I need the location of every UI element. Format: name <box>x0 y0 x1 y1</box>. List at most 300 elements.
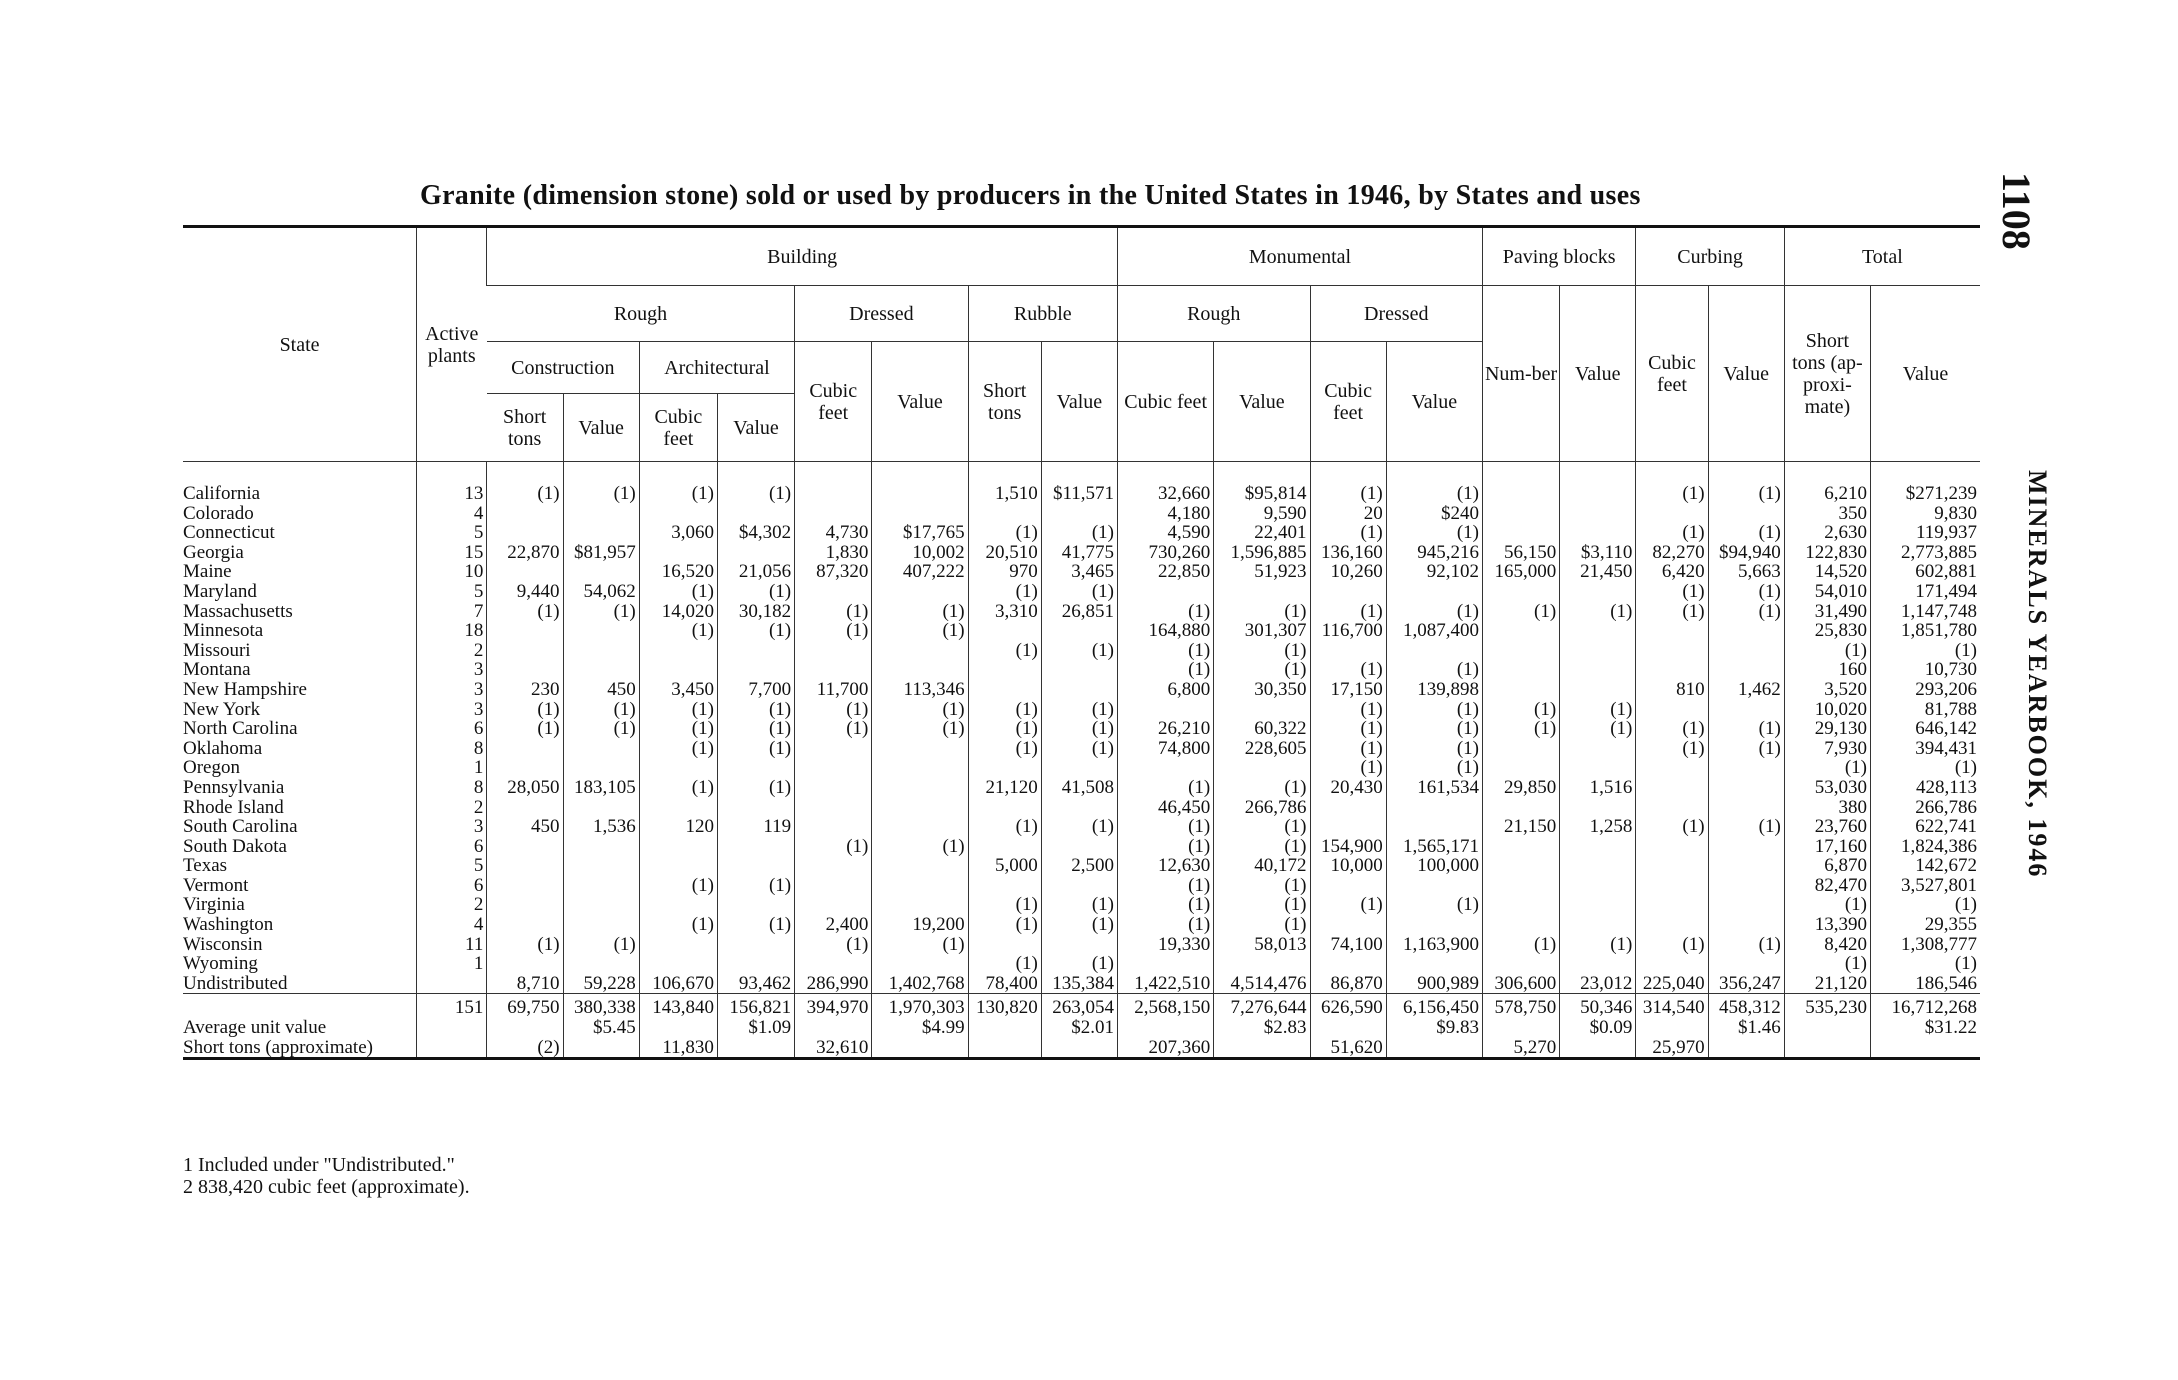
table-cell: 28,050 <box>487 778 563 798</box>
table-cell: (1) <box>1784 895 1870 915</box>
table-cell <box>1482 856 1559 876</box>
table-cell: 86,870 <box>1310 974 1386 994</box>
spacer-cell <box>183 462 417 485</box>
row-label-cell: Wyoming <box>183 954 258 974</box>
table-cell: 160 <box>1784 660 1870 680</box>
table-cell: 136,160 <box>1310 543 1386 563</box>
table-cell: (1) <box>795 700 872 720</box>
table-cell <box>1310 641 1386 661</box>
table-cell: 100,000 <box>1386 856 1482 876</box>
table-cell: 21,150 <box>1482 817 1559 837</box>
spacer-cell <box>1636 462 1708 485</box>
table-cell: 87,320 <box>795 562 872 582</box>
table-cell: $5.45 <box>563 1018 639 1038</box>
row-label-cell: Montana <box>183 660 251 680</box>
table-cell <box>968 660 1041 680</box>
table-cell: 301,307 <box>1214 621 1310 641</box>
table-row <box>183 935 1980 955</box>
table-cell: (1) <box>1871 641 1980 661</box>
table-cell: 1 <box>417 758 487 778</box>
table-cell: (1) <box>1310 523 1386 543</box>
footnote-1: 1 Included under "Undistributed." <box>183 1154 455 1176</box>
table-cell: 1,565,171 <box>1386 837 1482 857</box>
table-cell: 17,160 <box>1784 837 1870 857</box>
table-cell: 12,630 <box>1118 856 1214 876</box>
table-cell: 535,230 <box>1784 994 1870 1018</box>
table-cell: 20 <box>1310 504 1386 524</box>
table-cell: 139,898 <box>1386 680 1482 700</box>
table-cell: (1) <box>795 935 872 955</box>
table-cell <box>872 504 968 524</box>
table-cell: 23,012 <box>1560 974 1636 994</box>
table-cell <box>1636 895 1708 915</box>
table-cell <box>487 876 563 896</box>
table-row <box>183 798 1980 818</box>
table-row <box>183 856 1980 876</box>
table-cell: 646,142 <box>1871 719 1980 739</box>
table-cell: 74,800 <box>1118 739 1214 759</box>
table-cell: (1) <box>872 700 968 720</box>
table-cell: (1) <box>1118 817 1214 837</box>
table-cell: (1) <box>1560 935 1636 955</box>
table-cell <box>563 954 639 974</box>
table-row <box>183 660 1980 680</box>
table-cell: (1) <box>1310 758 1386 778</box>
table-cell <box>1482 641 1559 661</box>
table-cell: (1) <box>1708 484 1784 504</box>
table-cell: (1) <box>968 915 1041 935</box>
spacer-cell <box>1041 462 1117 485</box>
table-cell: (1) <box>639 700 717 720</box>
table-cell: (1) <box>795 837 872 857</box>
table-cell: 263,054 <box>1041 994 1117 1018</box>
table-cell <box>795 817 872 837</box>
col-state: State <box>183 227 417 462</box>
table-cell: (1) <box>1310 719 1386 739</box>
table-cell: (1) <box>1214 602 1310 622</box>
table-row <box>183 641 1980 661</box>
table-cell: 1,462 <box>1708 680 1784 700</box>
table-cell <box>639 954 717 974</box>
table-cell: 3 <box>417 700 487 720</box>
table-cell <box>968 935 1041 955</box>
spacer-cell <box>487 462 563 485</box>
table-cell <box>1636 660 1708 680</box>
col-building: Building <box>487 227 1118 286</box>
table-cell: 622,741 <box>1871 817 1980 837</box>
table-cell <box>968 758 1041 778</box>
table-cell: (1) <box>1310 660 1386 680</box>
table-cell <box>795 1018 872 1038</box>
table-cell <box>487 523 563 543</box>
table-row <box>183 680 1980 700</box>
table-cell: $2.83 <box>1214 1018 1310 1038</box>
table-cell: 2 <box>417 798 487 818</box>
table-cell <box>487 915 563 935</box>
table-cell: 11,700 <box>795 680 872 700</box>
table-cell <box>1041 935 1117 955</box>
table-cell <box>872 778 968 798</box>
row-label-cell: Washington <box>183 915 274 935</box>
spacer-cell <box>1310 462 1386 485</box>
table-cell: 8 <box>417 739 487 759</box>
table-cell <box>872 641 968 661</box>
table-cell <box>1636 700 1708 720</box>
table-cell <box>1708 621 1784 641</box>
table-cell: $3,110 <box>1560 543 1636 563</box>
table-cell: 306,600 <box>1482 974 1559 994</box>
table-cell: (1) <box>1386 484 1482 504</box>
table-cell <box>563 915 639 935</box>
table-cell: 13,390 <box>1784 915 1870 935</box>
row-label-cell: New Hampshire <box>183 679 307 700</box>
table-cell: 5 <box>417 523 487 543</box>
table-cell: 1,422,510 <box>1118 974 1214 994</box>
table-cell: $1.46 <box>1708 1018 1784 1038</box>
table-cell: 22,870 <box>487 543 563 563</box>
table-row <box>183 739 1980 759</box>
table-cell <box>487 895 563 915</box>
table-cell: (1) <box>1041 523 1117 543</box>
col-total-short-tons: Short tons (ap-proxi-mate) <box>1784 286 1870 462</box>
table-cell: (1) <box>1784 641 1870 661</box>
table-cell <box>717 856 794 876</box>
table-cell: 26,851 <box>1041 602 1117 622</box>
table-cell: (1) <box>872 621 968 641</box>
table-cell: 156,821 <box>717 994 794 1018</box>
table-cell: 25,970 <box>1636 1038 1708 1059</box>
row-label-cell: Georgia <box>183 542 244 563</box>
table-row <box>183 621 1980 641</box>
table-cell: 3 <box>417 660 487 680</box>
spacer-cell <box>1214 462 1310 485</box>
table-cell: (1) <box>872 602 968 622</box>
table-cell: 11,830 <box>639 1038 717 1059</box>
table-cell: 1,308,777 <box>1871 935 1980 955</box>
table-cell <box>1784 1038 1870 1059</box>
table-cell: $94,940 <box>1708 543 1784 563</box>
table-cell <box>1708 660 1784 680</box>
table-cell <box>1560 758 1636 778</box>
table-cell: 10,000 <box>1310 856 1386 876</box>
table-cell: $11,571 <box>1041 484 1117 504</box>
table-cell <box>1560 484 1636 504</box>
table-cell <box>487 758 563 778</box>
table-cell <box>1482 484 1559 504</box>
table-cell: 2 <box>417 895 487 915</box>
table-cell: 17,150 <box>1310 680 1386 700</box>
table-cell <box>795 895 872 915</box>
table-cell: (1) <box>1708 719 1784 739</box>
table-cell: 50,346 <box>1560 994 1636 1018</box>
table-cell: (1) <box>1310 484 1386 504</box>
table-cell: 20,430 <box>1310 778 1386 798</box>
table-cell: (1) <box>639 739 717 759</box>
table-cell <box>1386 876 1482 896</box>
table-cell: (1) <box>968 700 1041 720</box>
table-cell <box>487 562 563 582</box>
table-cell: $0.09 <box>1560 1018 1636 1038</box>
col-building-dressed-value: Value <box>872 342 968 462</box>
table-cell <box>1708 895 1784 915</box>
page-number: 1108 <box>1994 172 2039 250</box>
table-cell: 19,200 <box>872 915 968 935</box>
table-cell <box>717 895 794 915</box>
table-cell: (1) <box>1214 876 1310 896</box>
table-cell: 10,002 <box>872 543 968 563</box>
table-cell <box>1482 582 1559 602</box>
table-cell <box>1118 700 1214 720</box>
total-row <box>183 994 1980 1018</box>
row-label-cell: Vermont <box>183 875 249 896</box>
table-cell <box>795 504 872 524</box>
table-cell: 29,355 <box>1871 915 1980 935</box>
table-cell <box>487 621 563 641</box>
row-label-cell: North Carolina <box>183 719 298 739</box>
table-cell <box>639 660 717 680</box>
table-row <box>183 719 1980 739</box>
table-cell: 286,990 <box>795 974 872 994</box>
table-cell: 3,465 <box>1041 562 1117 582</box>
table-cell <box>563 562 639 582</box>
table-cell: 23,760 <box>1784 817 1870 837</box>
running-head: MINERALS YEARBOOK, 1946 <box>2023 470 2052 879</box>
table-cell: (1) <box>1784 954 1870 974</box>
table-cell: 51,923 <box>1214 562 1310 582</box>
table-cell <box>639 1018 717 1038</box>
table-cell <box>487 856 563 876</box>
table-cell: (1) <box>1386 700 1482 720</box>
table-cell: 10,020 <box>1784 700 1870 720</box>
table-cell <box>1386 641 1482 661</box>
col-rubble-short-tons: Short tons <box>968 342 1041 462</box>
table-cell: (1) <box>795 602 872 622</box>
table-cell: $17,765 <box>872 523 968 543</box>
table-cell <box>1482 523 1559 543</box>
table-cell <box>717 837 794 857</box>
table-cell <box>1041 621 1117 641</box>
table-cell <box>1482 954 1559 974</box>
table-cell: 22,401 <box>1214 523 1310 543</box>
table-cell <box>795 954 872 974</box>
table-cell: (1) <box>1386 758 1482 778</box>
table-cell: (1) <box>1214 915 1310 935</box>
table-cell: (1) <box>1118 641 1214 661</box>
table-cell: 21,120 <box>1784 974 1870 994</box>
table-row <box>183 484 1980 504</box>
col-construction-short-tons: Short tons <box>487 394 563 462</box>
table-cell <box>563 641 639 661</box>
table-cell: 16,520 <box>639 562 717 582</box>
table-cell <box>1636 758 1708 778</box>
short-tons-approx-row <box>183 1038 1980 1059</box>
table-cell: (1) <box>1708 739 1784 759</box>
table-cell: $4.99 <box>872 1018 968 1038</box>
table-row <box>183 974 1980 994</box>
table-cell: (1) <box>1636 739 1708 759</box>
table-cell: 900,989 <box>1386 974 1482 994</box>
table-cell: 120 <box>639 817 717 837</box>
table-cell: $4,302 <box>717 523 794 543</box>
table-cell <box>968 621 1041 641</box>
table-cell: 230 <box>487 680 563 700</box>
table-cell <box>1482 621 1559 641</box>
table-row <box>183 523 1980 543</box>
table-cell: (1) <box>1482 602 1559 622</box>
table-cell <box>717 543 794 563</box>
table-cell <box>1708 504 1784 524</box>
table-cell: 1,402,768 <box>872 974 968 994</box>
table-cell: 9,830 <box>1871 504 1980 524</box>
table-cell: 3 <box>417 680 487 700</box>
table-cell: 1,516 <box>1560 778 1636 798</box>
table-cell: 3,450 <box>639 680 717 700</box>
table-cell: 2,400 <box>795 915 872 935</box>
table-cell <box>717 798 794 818</box>
table-cell: 46,450 <box>1118 798 1214 818</box>
table-cell: (1) <box>1041 739 1117 759</box>
table-cell <box>872 660 968 680</box>
table-cell <box>1310 582 1386 602</box>
table-cell: 69,750 <box>487 994 563 1018</box>
table-cell: 151 <box>417 994 487 1018</box>
table-cell: (1) <box>717 876 794 896</box>
table-cell <box>639 641 717 661</box>
table-cell: 1,851,780 <box>1871 621 1980 641</box>
table-cell <box>1636 504 1708 524</box>
col-rubble-value: Value <box>1041 342 1117 462</box>
table-cell: (1) <box>717 915 794 935</box>
table-cell: 394,431 <box>1871 739 1980 759</box>
table-cell: 450 <box>563 680 639 700</box>
table-cell: 6,420 <box>1636 562 1708 582</box>
table-cell: (1) <box>1041 719 1117 739</box>
spacer-cell <box>639 462 717 485</box>
table-cell: 1,510 <box>968 484 1041 504</box>
table-cell <box>487 660 563 680</box>
spacer-cell <box>1784 462 1870 485</box>
table-cell: (1) <box>968 817 1041 837</box>
table-cell: (1) <box>968 641 1041 661</box>
table-cell: 30,350 <box>1214 680 1310 700</box>
table-cell <box>1636 856 1708 876</box>
table-cell: (1) <box>1871 954 1980 974</box>
table-cell: 228,605 <box>1214 739 1310 759</box>
col-total: Total <box>1784 227 1980 286</box>
table-cell <box>1118 582 1214 602</box>
table-cell <box>872 582 968 602</box>
table-cell: 1,147,748 <box>1871 602 1980 622</box>
table-cell: 225,040 <box>1636 974 1708 994</box>
table-cell <box>795 856 872 876</box>
table-cell: 113,346 <box>872 680 968 700</box>
table-cell: 626,590 <box>1310 994 1386 1018</box>
table-cell <box>1482 680 1559 700</box>
col-curbing-cubic-feet: Cubic feet <box>1636 286 1708 462</box>
table-cell <box>1386 954 1482 974</box>
table-cell <box>487 641 563 661</box>
table-cell: 130,820 <box>968 994 1041 1018</box>
table-cell <box>968 837 1041 857</box>
table-cell: 10 <box>417 562 487 582</box>
table-cell <box>1708 954 1784 974</box>
table-cell: (1) <box>968 582 1041 602</box>
table-cell <box>1708 778 1784 798</box>
table-cell: 30,182 <box>717 602 794 622</box>
table-cell: 1,970,303 <box>872 994 968 1018</box>
table-cell <box>639 856 717 876</box>
table-cell <box>563 739 639 759</box>
table-cell: (1) <box>1482 700 1559 720</box>
row-label-cell: Connecticut <box>183 523 275 543</box>
table-cell: 4 <box>417 915 487 935</box>
table-cell: 6,870 <box>1784 856 1870 876</box>
table-cell: $2.01 <box>1041 1018 1117 1038</box>
table-cell <box>1386 798 1482 818</box>
table-cell <box>1482 504 1559 524</box>
table-cell: 602,881 <box>1871 562 1980 582</box>
table-cell: (1) <box>1560 602 1636 622</box>
table-cell: (1) <box>1386 602 1482 622</box>
row-label-cell: South Dakota <box>183 836 287 857</box>
table-cell: 58,013 <box>1214 935 1310 955</box>
table-cell <box>639 798 717 818</box>
table-cell <box>1310 817 1386 837</box>
table-cell <box>1636 1018 1708 1038</box>
table-cell <box>563 837 639 857</box>
table-cell: $81,957 <box>563 543 639 563</box>
col-monumental-rough-value: Value <box>1214 342 1310 462</box>
table-cell: (1) <box>563 935 639 955</box>
table-cell: 970 <box>968 562 1041 582</box>
table-cell: 21,450 <box>1560 562 1636 582</box>
row-label-cell: Short tons (approximate) <box>183 1037 373 1058</box>
table-cell <box>1636 837 1708 857</box>
table-cell <box>717 954 794 974</box>
col-monumental-dressed: Dressed <box>1310 286 1482 342</box>
table-cell <box>639 935 717 955</box>
table-cell <box>1386 582 1482 602</box>
table-cell: 7,700 <box>717 680 794 700</box>
table-cell: 428,113 <box>1871 778 1980 798</box>
table-cell <box>872 739 968 759</box>
row-label-cell: Oklahoma <box>183 738 263 759</box>
table-cell: 54,062 <box>563 582 639 602</box>
table-cell <box>795 484 872 504</box>
table-cell: 5,000 <box>968 856 1041 876</box>
table-cell: 9,440 <box>487 582 563 602</box>
table-cell: 32,660 <box>1118 484 1214 504</box>
row-label-cell: Virginia <box>183 895 245 916</box>
table-cell <box>563 895 639 915</box>
table-cell: 1,824,386 <box>1871 837 1980 857</box>
col-paving-number: Num-ber <box>1482 286 1559 462</box>
table-cell <box>1310 798 1386 818</box>
table-cell: (1) <box>1214 778 1310 798</box>
row-label-cell: Oregon <box>183 758 240 778</box>
table-cell: 14,520 <box>1784 562 1870 582</box>
table-cell: (1) <box>563 602 639 622</box>
table-cell: 350 <box>1784 504 1870 524</box>
table-cell: (1) <box>1310 895 1386 915</box>
table-cell: 11 <box>417 935 487 955</box>
table-cell <box>1708 915 1784 935</box>
table-cell: (1) <box>1560 700 1636 720</box>
table-cell: 8 <box>417 778 487 798</box>
table-cell: $31.22 <box>1871 1018 1980 1038</box>
table-cell: 51,620 <box>1310 1038 1386 1059</box>
table-cell <box>1482 798 1559 818</box>
